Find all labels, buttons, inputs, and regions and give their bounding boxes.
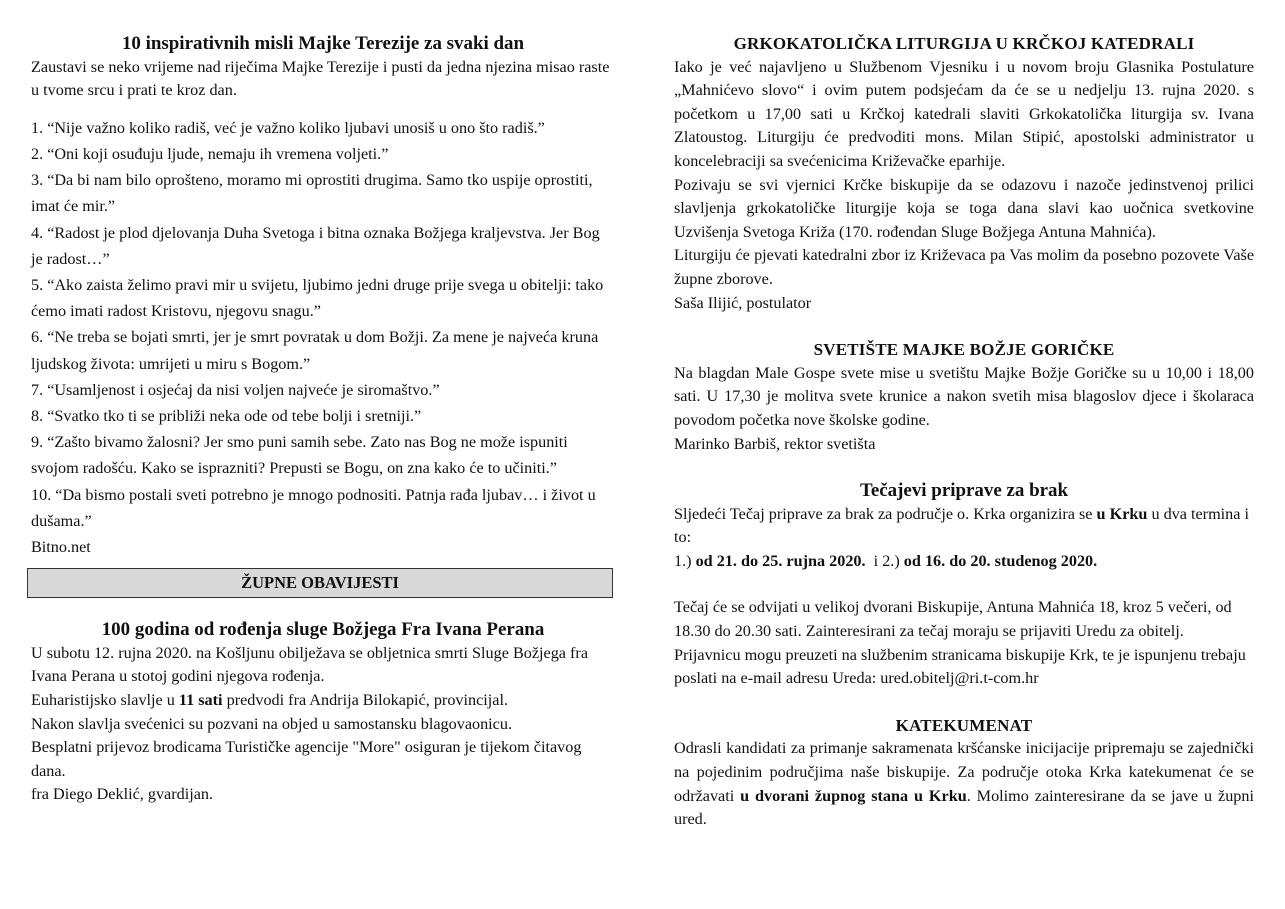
liturgy-p2: Pozivaju se svi vjernici Krčke biskupije da se odazovu i nazoče jedinstvenoj prilici slavljenja grkokatoličke liturgije koja se toga dana slavi kao uočnica svetkovine Uzvišenja Svetoga Križa (170. rođendan Sluge Božjega Antuna Mahnića).	[674, 175, 1254, 241]
perana-p3: Nakon slavlja svećenici su pozvani na objed u samostansku blagovaonicu.	[31, 714, 513, 733]
liturgy-p1: Iako je već najavljeno u Službenom Vjesniku i u novom broju Glasnika Postulature „Mahnićevo slovo“ i ovim putem podsjećam da će se u nedjelju 13. rujna 2020. s početkom u 17,00 sati u Krčkoj katedrali slaviti Grkokatolička liturgija sv. Ivana Zlatoustog. Liturgiju će predvoditi mons. Milan Stipić, apostolski administrator u koncelebraciji sa svećenicima Križevačke eparhije.	[674, 57, 1254, 170]
thought-item: 4. “Radost je plod djelovanja Duha Svetoga i bitna oznaka Božjega kraljevstva. Jer Bog je radost…”	[31, 223, 600, 268]
perana-p4: Besplatni prijevoz brodicama Turističke agencije "More" osiguran je tijekom čitavog dana.	[31, 738, 582, 780]
liturgy-title: GRKOKATOLIČKA LITURGIJA U KRČKOJ KATEDRALI	[733, 34, 1195, 53]
marriage-title: Tečajevi priprave za brak	[859, 480, 1069, 502]
thoughts-list	[31, 115, 615, 560]
marriage-terms: 1.) od 21. do 25. rujna 2020. i 2.) od 16. do 20. studenog 2020.	[674, 551, 1098, 570]
marriage-p2: Tečaj će se odvijati u velikoj dvorani Biskupije, Antuna Mahnića 18, kroz 5 večeri, od 18.30 do 20.30 sati. Zainteresirani za tečaj moraju se prijaviti Uredu za obitelj. Prijavnicu mogu preuzeti na službenim stranicama biskupije Krk, te je ispunjenu trebaju poslati na e-mail adresu Ureda: ured.obitelj@ri.t-com.hr	[674, 598, 1246, 688]
thought-item: 7. “Usamljenost i osjećaj da nisi voljen najveće je siromaštvo.”	[31, 380, 440, 399]
shrine-p1: Na blagdan Male Gospe svete mise u svetištu Majke Božje Goričke su u 10,00 i 18,00 sati. U 17,30 je molitva svete krunice a nakon svetih misa blagoslov djece i školaraca povodom početka nove školske godine.	[674, 363, 1254, 429]
thought-item: 2. “Oni koji osuđuju ljude, nemaju ih vremena voljeti.”	[31, 144, 389, 163]
perana-title: 100 godina od rođenja sluge Božjega Fra Ivana Perana	[101, 619, 545, 641]
thought-item: 5. “Ako zaista želimo pravi mir u svijetu, ljubimo jedni druge prije svega u obitelji: tako ćemo imati radost Kristovu, njegovu snagu.”	[31, 276, 604, 321]
section-banner: ŽUPNE OBAVIJESTI	[27, 568, 613, 598]
catechumenate-p1: Odrasli kandidati za primanje sakramenata kršćanske inicijacije pripremaju se zajednički na pojedinim područjima naše biskupije. Za područje otoka Krka katekumenat će se održavati u dvorani župnog stana u Krku. Molimo zainteresirane da se jave u župni ured.	[674, 739, 1254, 829]
marriage-p1: Sljedeći Tečaj priprave za brak za područje o. Krka organizira se u Krku u dva termina i to:	[674, 504, 1249, 547]
perana-p1: U subotu 12. rujna 2020. na Košljunu obilježava se obljetnica smrti Sluge Božjega fra Ivana Perana u stotoj godini njegova rođenja.	[31, 643, 588, 686]
catechumenate-title: KATEKUMENAT	[895, 715, 1033, 735]
perana-p2: Euharistijsko slavlje u 11 sati predvodi fra Andrija Bilokapić, provincijal.	[31, 691, 509, 710]
thoughts-intro: Zaustavi se neko vrijeme nad riječima Majke Terezije i pusti da jedna njezina misao raste u tvome srcu i prati te kroz dan.	[31, 57, 610, 100]
perana-signature: fra Diego Deklić, gvardijan.	[31, 785, 214, 804]
thought-item: 3. “Da bi nam bilo oprošteno, moramo mi oprostiti drugima. Samo tko uspije oprostiti, imat će mir.”	[31, 171, 593, 216]
thought-item: 1. “Nije važno koliko radiš, već je važno koliko ljubavi unosiš u ono što radiš.”	[31, 118, 545, 137]
thoughts-source: Bitno.net	[31, 538, 91, 557]
liturgy-signature: Saša Ilijić, postulator	[674, 293, 812, 312]
thought-item: 10. “Da bismo postali sveti potrebno je mnogo podnositi. Patnja rađa ljubav… i život u dušama.”	[31, 485, 596, 530]
thought-item: 8. “Svatko tko ti se približi neka ode od tebe bolji i sretniji.”	[31, 407, 422, 426]
shrine-signature: Marinko Barbiš, rektor svetišta	[674, 434, 876, 453]
thought-item: 9. “Zašto bivamo žalosni? Jer smo puni samih sebe. Zato nas Bog ne može ispuniti svojom radošću. Kako se isprazniti? Prepusti se Bogu, on zna kako će to učiniti.”	[31, 433, 568, 478]
thought-item: 6. “Ne treba se bojati smrti, jer je smrt povratak u dom Božji. Za mene je najveća kruna ljudskog života: umrijeti u miru s Bogom.”	[31, 328, 599, 373]
shrine-title: SVETIŠTE MAJKE BOŽJE GORIČKE	[813, 340, 1115, 360]
thoughts-title: 10 inspirativnih misli Majke Terezije za svaki dan	[121, 33, 525, 54]
left-column	[31, 32, 615, 807]
right-column	[674, 32, 1254, 832]
liturgy-p3: Liturgiju će pjevati katedralni zbor iz Križevaca pa Vas molim da posebno pozovete Vaše župne zborove.	[674, 246, 1254, 288]
